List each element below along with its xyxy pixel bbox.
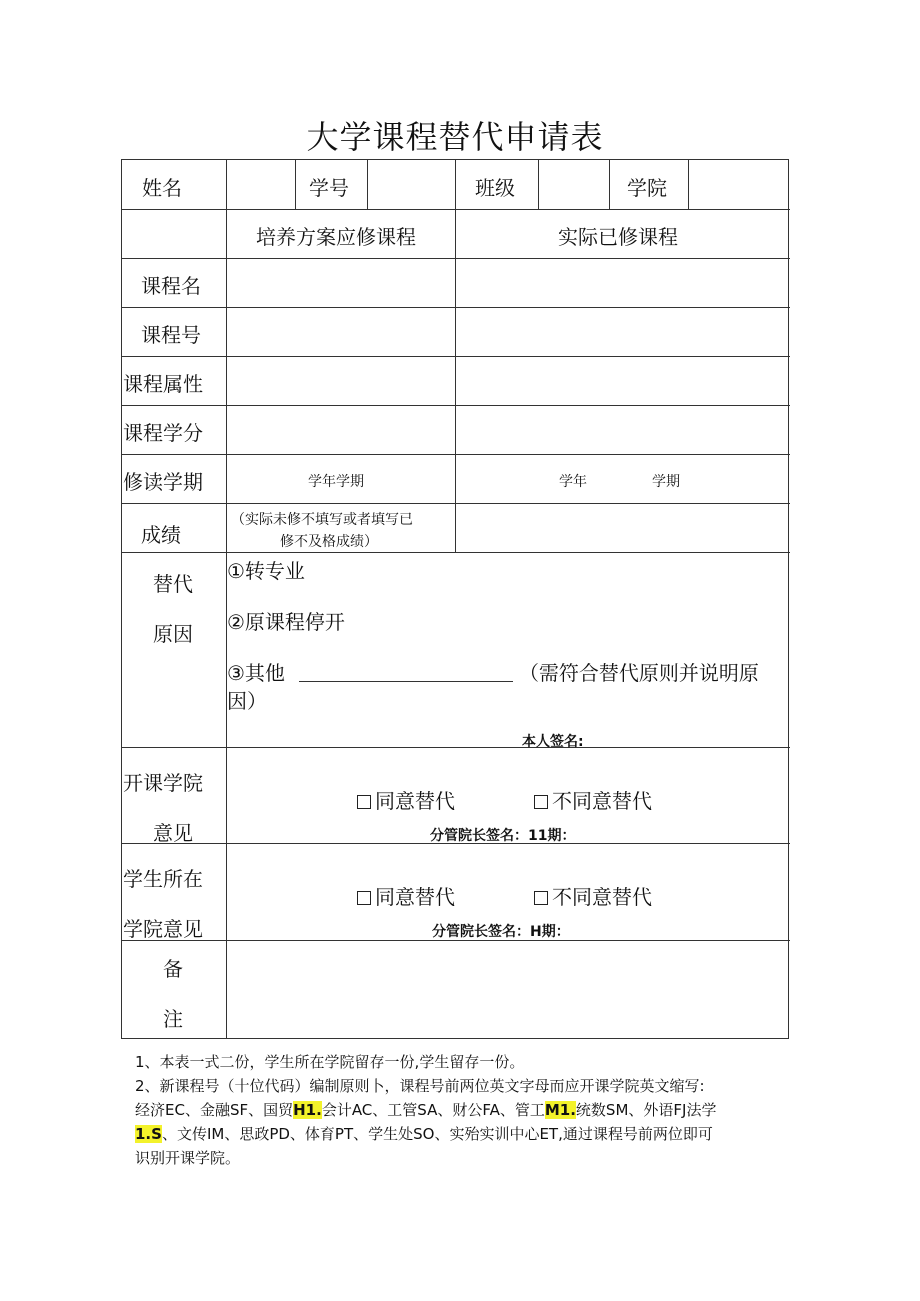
reason-label: 替代 bbox=[153, 572, 193, 596]
course-name-label: 课程名 bbox=[141, 274, 201, 298]
row-divider bbox=[122, 307, 790, 308]
note-2-cont: 经济EC、金融SF、国贸H1.会计AC、工管SA、财公FA、管工M1.统数SM、外语FJ法学 bbox=[135, 1101, 717, 1119]
student-disagree-option[interactable]: 不同意替代 bbox=[534, 881, 652, 910]
row-divider bbox=[122, 503, 790, 504]
actual-term-text: 学期 bbox=[652, 474, 680, 490]
student-dean-signature: 分管院长签名：H期： bbox=[432, 924, 570, 940]
note-2: 2、新课程号（十位代码）编制原则卜，课程号前两位英文字母而应开课学院英文缩写: bbox=[135, 1077, 705, 1095]
offering-disagree-option[interactable]: 不同意替代 bbox=[534, 785, 652, 814]
highlight: H1. bbox=[293, 1101, 322, 1119]
reason-label-cont: 原因 bbox=[153, 622, 193, 646]
grade-label: 成绩 bbox=[141, 523, 181, 547]
row-divider bbox=[122, 552, 790, 553]
student-id-label: 学号 bbox=[309, 176, 349, 200]
actual-grade-field[interactable] bbox=[457, 505, 788, 551]
student-id-field[interactable] bbox=[369, 162, 454, 207]
college-field[interactable] bbox=[690, 162, 788, 207]
other-reason-blank[interactable] bbox=[299, 663, 513, 682]
course-no-label: 课程号 bbox=[141, 323, 201, 347]
name-field[interactable] bbox=[228, 162, 294, 207]
required-course-heading: 培养方案应修课程 bbox=[256, 225, 416, 249]
column-divider bbox=[455, 160, 456, 552]
row-divider bbox=[122, 454, 790, 455]
column-divider bbox=[367, 160, 368, 209]
offering-college-label: 开课学院 bbox=[123, 771, 203, 795]
credits-label: 课程学分 bbox=[123, 421, 203, 445]
row-divider bbox=[122, 405, 790, 406]
checkbox-icon[interactable] bbox=[357, 891, 371, 905]
note-2-cont: 识别开课学院。 bbox=[135, 1149, 241, 1167]
reason-option-transfer[interactable]: ①转专业 bbox=[227, 559, 305, 583]
grade-hint-cont: 修不及格成绩） bbox=[280, 534, 378, 550]
applicant-signature-label: 本人签名: bbox=[522, 734, 584, 750]
remarks-field[interactable] bbox=[228, 942, 788, 1036]
student-college-label: 学生所在 bbox=[123, 867, 203, 891]
offering-dean-signature: 分管院长签名：11期： bbox=[430, 828, 576, 844]
semester-label: 修读学期 bbox=[123, 470, 203, 494]
column-divider bbox=[295, 160, 296, 209]
required-semester-text: 学年学期 bbox=[308, 474, 364, 490]
actual-course-attr-field[interactable] bbox=[457, 358, 788, 404]
remarks-label-cont: 注 bbox=[163, 1007, 183, 1031]
column-divider bbox=[609, 160, 610, 209]
highlight: M1. bbox=[544, 1101, 576, 1119]
actual-credits-field[interactable] bbox=[457, 407, 788, 453]
column-divider bbox=[538, 160, 539, 209]
reason-option-discontinued[interactable]: ②原课程停开 bbox=[227, 610, 345, 634]
application-form-table bbox=[121, 159, 789, 1039]
course-attr-label: 课程属性 bbox=[123, 372, 203, 396]
actual-course-no-field[interactable] bbox=[457, 309, 788, 355]
reason-option-other[interactable]: ③其他 （需符合替代原则并说明原 bbox=[227, 661, 759, 685]
required-credits-field[interactable] bbox=[228, 407, 454, 453]
form-title: 大学课程替代申请表 bbox=[306, 118, 604, 156]
column-divider bbox=[226, 160, 227, 1038]
student-college-label-cont: 学院意见 bbox=[123, 917, 203, 941]
actual-course-heading: 实际已修课程 bbox=[558, 225, 678, 249]
column-divider bbox=[688, 160, 689, 209]
row-divider bbox=[122, 258, 790, 259]
offering-college-label-cont: 意见 bbox=[153, 821, 193, 845]
note-1: 1、本表一式二份，学生所在学院留存一份,学生留存一份。 bbox=[135, 1053, 525, 1071]
name-label: 姓名 bbox=[142, 176, 182, 200]
actual-year-text: 学年 bbox=[559, 474, 587, 490]
note-2-cont: 1.S、文传IM、思政PD、体育PT、学生处SO、实殆实训中心ET,通过课程号前两位即可 bbox=[135, 1125, 713, 1143]
college-label: 学院 bbox=[627, 176, 667, 200]
row-divider bbox=[122, 356, 790, 357]
grade-hint: （实际未修不填写或者填写已 bbox=[231, 512, 413, 528]
class-label: 班级 bbox=[475, 176, 515, 200]
highlight: 1.S bbox=[135, 1125, 162, 1143]
row-divider bbox=[122, 209, 790, 210]
offering-agree-option[interactable]: 同意替代 bbox=[357, 785, 455, 814]
checkbox-icon[interactable] bbox=[534, 795, 548, 809]
actual-course-name-field[interactable] bbox=[457, 260, 788, 306]
row-divider bbox=[122, 747, 790, 748]
student-agree-option[interactable]: 同意替代 bbox=[357, 881, 455, 910]
required-course-no-field[interactable] bbox=[228, 309, 454, 355]
checkbox-icon[interactable] bbox=[534, 891, 548, 905]
remarks-label: 备 bbox=[163, 957, 183, 981]
required-course-attr-field[interactable] bbox=[228, 358, 454, 404]
reason-note-cont: 因） bbox=[227, 689, 267, 713]
checkbox-icon[interactable] bbox=[357, 795, 371, 809]
notes-section bbox=[135, 1050, 795, 1170]
class-field[interactable] bbox=[540, 162, 608, 207]
required-course-name-field[interactable] bbox=[228, 260, 454, 306]
